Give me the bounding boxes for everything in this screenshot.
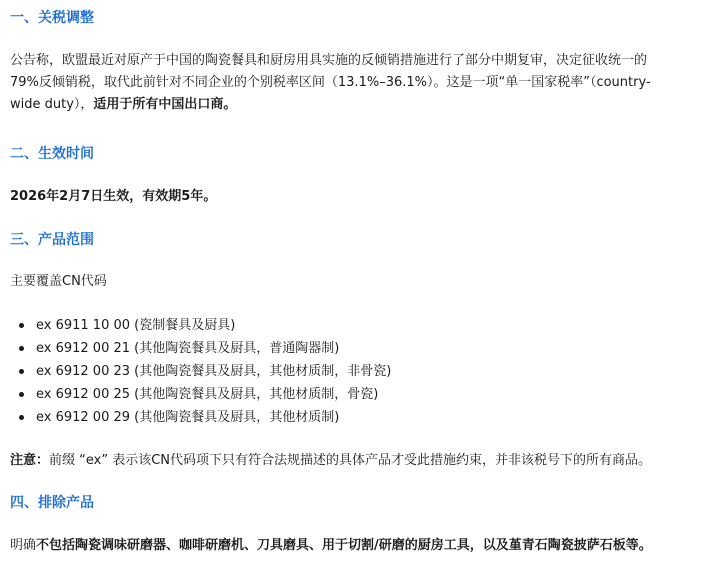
- cn-code-item: ex 6911 10 00 (瓷制餐具及厨具): [36, 318, 236, 333]
- bullet-icon: [19, 392, 24, 397]
- list-item: [10, 314, 391, 337]
- excluded-list-emphasis: 不包括陶瓷调味研磨器、咖啡研磨机、刀具磨具、用于切割/研磨的厨房工具，以及堇青石陶瓷披萨石板等。: [36, 538, 652, 553]
- paragraph-tariff-adjustment: [10, 50, 716, 116]
- cn-code-item: ex 6912 00 29 (其他陶瓷餐具及厨具，其他材质制): [36, 410, 340, 425]
- effective-date-text: 2026年2月7日生效，有效期5年。: [10, 189, 217, 204]
- paragraph-line-3: [10, 94, 716, 116]
- cn-code-item: ex 6912 00 23 (其他陶瓷餐具及厨具，其他材质制，非骨瓷): [36, 364, 392, 379]
- note-label: 注意：: [10, 453, 50, 468]
- cn-code-item: ex 6912 00 25 (其他陶瓷餐具及厨具，其他材质制，骨瓷): [36, 387, 379, 402]
- paragraph-line-1: 公告称，欧盟最近对原产于中国的陶瓷餐具和厨房用具实施的反倾销措施进行了部分中期复审，决定征收统一的: [10, 53, 648, 68]
- cn-code-list: [10, 314, 391, 429]
- heading-tariff-adjustment: 一、关税调整: [10, 10, 94, 26]
- product-scope-intro: 主要覆盖CN代码: [10, 274, 107, 289]
- paragraph-line-3-text: wide duty），: [10, 97, 94, 112]
- heading-effective-date: 二、生效时间: [10, 146, 94, 162]
- excluded-lead: 明确: [10, 538, 37, 553]
- list-item: [10, 406, 391, 429]
- list-item: [10, 383, 391, 406]
- bullet-icon: [19, 323, 24, 328]
- list-item: [10, 337, 391, 360]
- cn-code-item: ex 6912 00 21 (其他陶瓷餐具及厨具，普通陶器制): [36, 341, 340, 356]
- bullet-icon: [19, 415, 24, 420]
- list-item: [10, 360, 391, 383]
- paragraph-line-2: 79%反倾销税，取代此前针对不同企业的个别税率区间（13.1%–36.1%）。这是一项“单一国家税率”（country-: [10, 75, 651, 90]
- note-paragraph: [10, 450, 716, 472]
- bullet-icon: [19, 369, 24, 374]
- heading-product-scope: 三、产品范围: [10, 232, 94, 248]
- exporters-emphasis: 适用于所有中国出口商。: [93, 97, 237, 112]
- bullet-icon: [19, 346, 24, 351]
- note-text: 前缀 “ex” 表示该CN代码项下只有符合法规描述的具体产品才受此措施约束，并非该税号下的所有商品。: [49, 453, 652, 468]
- excluded-products-text: [10, 535, 716, 557]
- heading-excluded-products: 四、排除产品: [10, 495, 94, 511]
